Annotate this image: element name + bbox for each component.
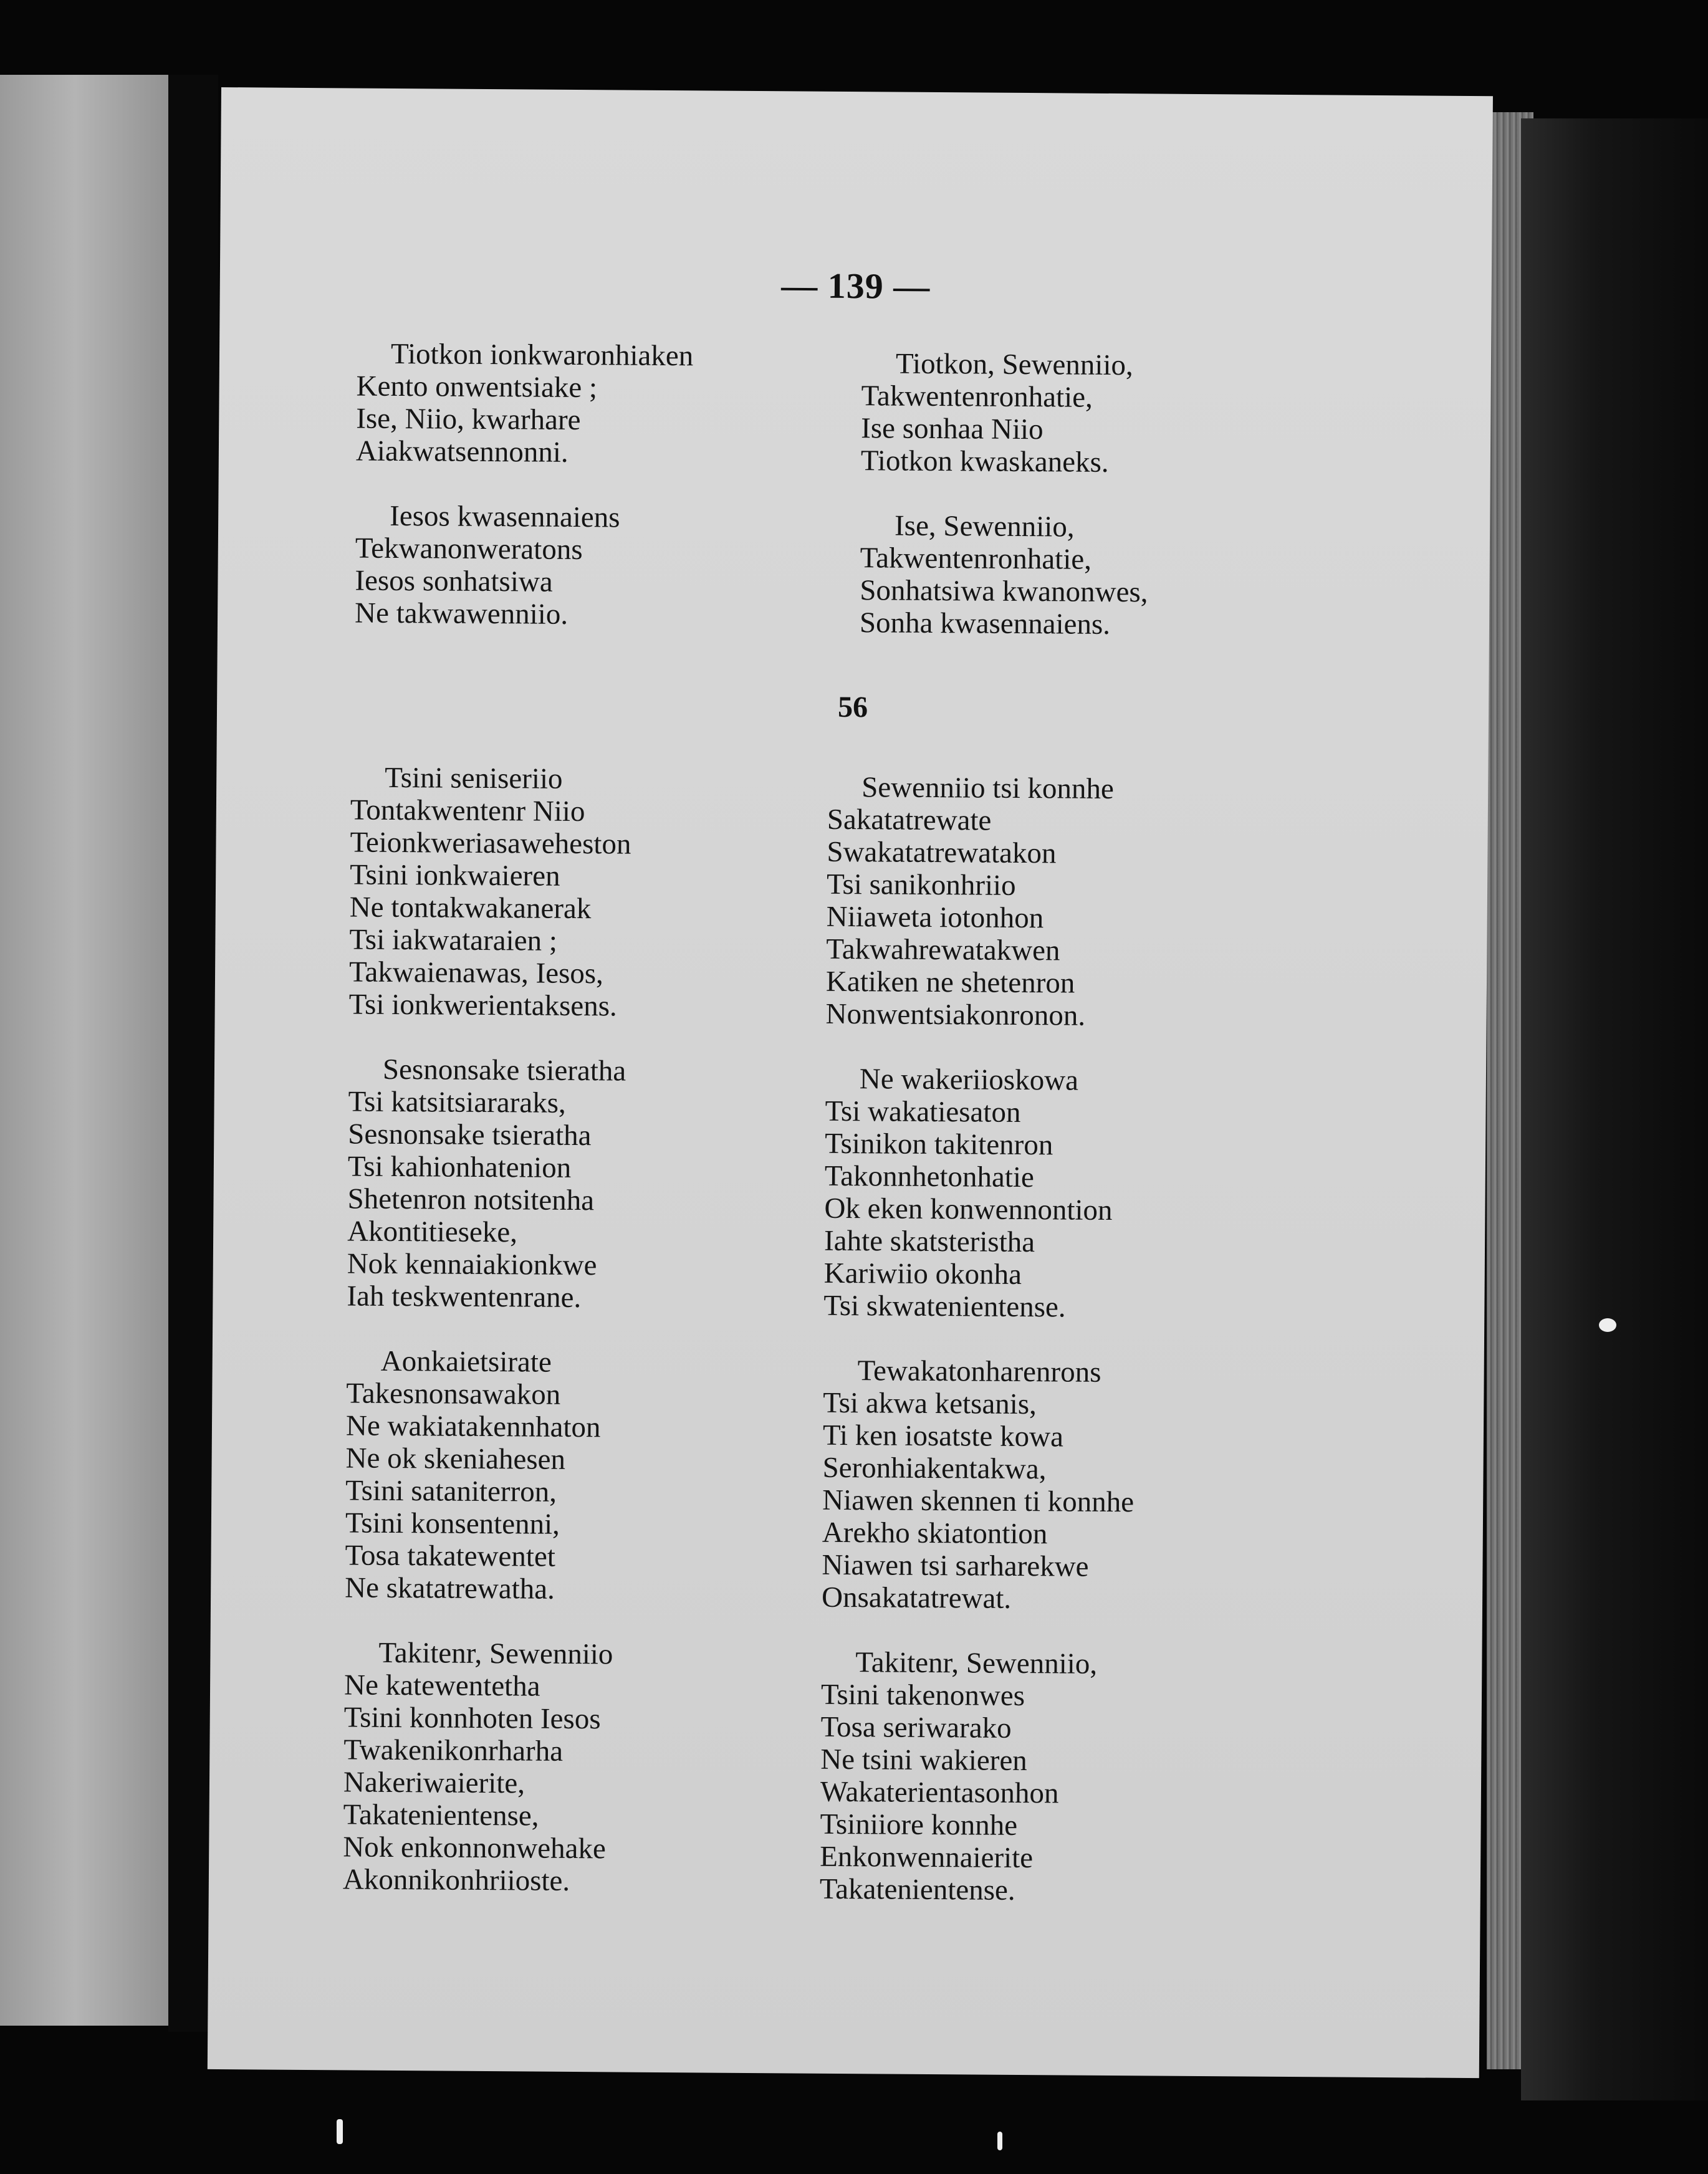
verse-line: Aiakwatsennonni. (355, 434, 569, 469)
verse-line: Nakeriwaierite, (343, 1766, 525, 1800)
verse-line: Takatenientense. (819, 1872, 1015, 1907)
verse-line: Niawen skennen ti konnhe (822, 1483, 1135, 1519)
verse-line: Sesnonsake tsieratha (382, 1053, 626, 1088)
stanza (355, 500, 693, 632)
verse-line: Sewenniio tsi konnhe (861, 771, 1115, 806)
scan-speck (1599, 1318, 1616, 1332)
verse-line: Tontakwentenr Niio (350, 793, 585, 828)
verse-line: Takwahrewatakwen (826, 932, 1060, 967)
verse-line: Ne wakeriioskowa (859, 1063, 1079, 1097)
verse-line: Akonnikonhriioste. (342, 1863, 570, 1897)
bottom-right-column (820, 771, 1139, 1907)
verse-line: Ok eken konwennontion (824, 1192, 1113, 1227)
stanza (861, 347, 1150, 479)
verse-line: Tsi sanikonhriio (826, 868, 1016, 902)
verse-line: Takesnonsawakon (346, 1377, 561, 1411)
verse-line: Enkonwennaierite (820, 1840, 1034, 1875)
verse-line: Kariwiio okonha (823, 1257, 1022, 1291)
verse-line: Takwentenronhatie, (861, 380, 1093, 414)
verse-line: Ne katewentetha (343, 1669, 540, 1703)
verse-line: Wakaterientasonhon (820, 1775, 1059, 1810)
verse-line: Sonhatsiwa kwanonwes, (860, 574, 1148, 609)
verse-line: Tsini ionkwaieren (350, 858, 560, 893)
stanza (349, 761, 632, 1022)
verse-line: Nok enkonnonwehake (343, 1831, 607, 1865)
book-page (208, 87, 1493, 2078)
verse-line: Sesnonsake tsieratha (348, 1118, 592, 1152)
verse-line: Tsini konnhoten Iesos (343, 1701, 601, 1736)
verse-line: Nok kennaiakionkwe (347, 1247, 597, 1282)
verse-line: Ise, Sewenniio, (894, 509, 1075, 544)
verse-line: Tosa seriwarako (820, 1710, 1012, 1745)
bottom-left-column (343, 761, 632, 1897)
verse-line: Ne tontakwakanerak (349, 891, 592, 926)
verse-line: Tsi ionkwerientaksens. (348, 988, 617, 1023)
stanza (860, 509, 1149, 641)
verse-line: Tsini seniseriio (385, 761, 563, 795)
verse-line: Takonnhetonhatie (824, 1159, 1035, 1194)
top-left-column (355, 338, 693, 632)
hymn-number: 56 (837, 690, 868, 724)
verse-line: Tsi katsitsiararaks, (348, 1085, 566, 1119)
verse-line: Ne tsini wakieren (820, 1743, 1027, 1778)
verse-line: Sakatatrewate (827, 803, 992, 837)
verse-line: Ise, Niio, kwarhare (356, 402, 581, 437)
verse-line: Ne ok skeniahesen (345, 1442, 566, 1476)
verse-line: Tsi iakwataraien ; (349, 923, 558, 957)
scan-speck (337, 2119, 343, 2144)
stanza (343, 1636, 626, 1897)
verse-line: Iahte skatsteristha (823, 1224, 1035, 1259)
verse-line: Tsini sataniterron, (345, 1474, 557, 1508)
verse-line: Tsini takenonwes (820, 1678, 1025, 1713)
verse-line: Takwaienawas, Iesos, (348, 955, 604, 990)
verse-line: Takwentenronhatie, (860, 542, 1092, 576)
verse-line: Tiotkon kwaskaneks. (860, 444, 1109, 479)
verse-line: Tsi wakatiesaton (825, 1094, 1021, 1129)
verse-line: Arekho skiatontion (822, 1516, 1048, 1551)
stanza (345, 1344, 628, 1606)
verse-line: Ne wakiatakennhaton (345, 1409, 601, 1444)
verse-line: Tsi kahionhatenion (347, 1150, 572, 1184)
verse-line: Takatenientense, (343, 1798, 539, 1832)
verse-line: Nonwentsiakonronon. (825, 997, 1086, 1032)
stanza (347, 1053, 630, 1314)
verse-line: Ise sonhaa Niio (861, 412, 1044, 446)
verse-line: Tsi skwatenientense. (823, 1289, 1066, 1324)
verse-line: Iesos kwasennaiens (390, 499, 620, 534)
verse-line: Shetenron notsitenha (347, 1182, 595, 1217)
verse-line: Tewakatonharenrons (857, 1354, 1101, 1389)
stanza (823, 1063, 1137, 1324)
verse-line: Iah teskwentenrane. (347, 1280, 582, 1314)
verse-line: Ti ken iosatste kowa (822, 1419, 1064, 1453)
page-number: — 139 — (781, 265, 931, 307)
verse-line: Seronhiakentakwa, (822, 1451, 1047, 1486)
book-cover-edge (1521, 118, 1708, 2100)
stanza (356, 338, 694, 470)
verse-line: Twakenikonrharha (343, 1733, 564, 1768)
verse-line: Sonha kwasennaiens. (859, 606, 1111, 641)
verse-line: Takitenr, Sewenniio (378, 1636, 613, 1671)
verse-line: Onsakatatrewat. (821, 1581, 1012, 1615)
verse-line: Tosa takatewentet (345, 1539, 556, 1573)
verse-line: Niiaweta iotonhon (826, 900, 1044, 935)
verse-line: Swakatatrewatakon (827, 835, 1057, 870)
stanza (822, 1354, 1135, 1616)
verse-line: Kento onwentsiake ; (356, 370, 598, 405)
left-page-edge (0, 75, 187, 2026)
verse-line: Iesos sonhatsiwa (355, 564, 553, 598)
verse-line: Tsinikon takitenron (825, 1127, 1053, 1162)
verse-line: Tsini konsentenni, (345, 1506, 560, 1541)
verse-line: Niawen tsi sarharekwe (822, 1548, 1089, 1583)
verse-line: Tiotkon, Sewenniio, (895, 347, 1133, 382)
verse-line: Teionkweriasaweheston (350, 826, 631, 861)
verse-line: Akontitieseke, (347, 1215, 518, 1249)
stanza (820, 1646, 1133, 1907)
verse-line: Takitenr, Sewenniio, (855, 1646, 1098, 1680)
verse-line: Katiken ne shetenron (825, 965, 1075, 1000)
verse-line: Tekwanonweratons (355, 532, 583, 567)
verse-line: Tsiniiore konnhe (820, 1808, 1018, 1842)
stanza (825, 771, 1139, 1032)
top-right-column (860, 347, 1149, 641)
verse-line: Ne skatatrewatha. (345, 1571, 555, 1606)
verse-line: Tsi akwa ketsanis, (823, 1386, 1037, 1421)
verse-line: Aonkaietsirate (380, 1344, 552, 1379)
verse-line: Ne takwawenniio. (354, 596, 569, 631)
verse-line: Tiotkon ionkwaronhiaken (390, 337, 694, 373)
scan-speck (997, 2132, 1002, 2150)
